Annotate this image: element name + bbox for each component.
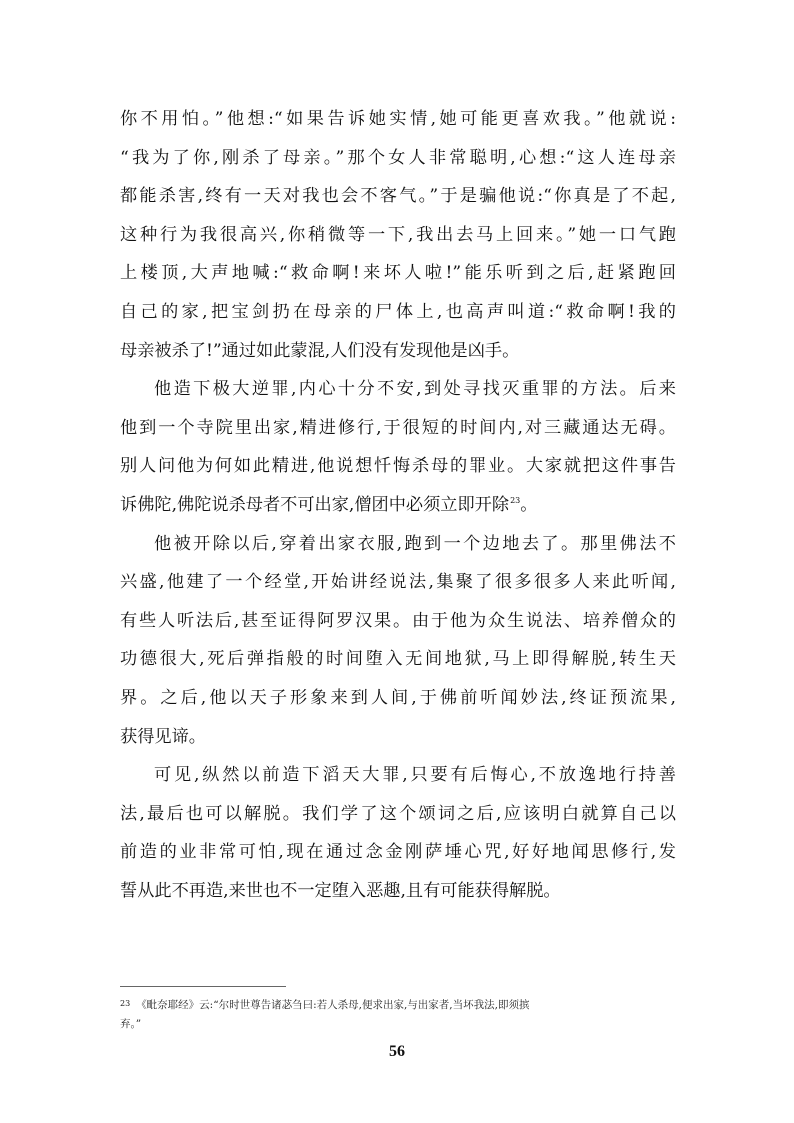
text-line: 界。之后,他以天子形象来到人间,于佛前听闻妙法,终证预流果, [120, 687, 676, 708]
footnote-text: 弃。” [120, 1018, 142, 1030]
text-line: 获得见谛。 [120, 726, 206, 747]
footnote-line [120, 1015, 656, 1034]
text-line: 功德很大,死后弹指般的时间堕入无间地狱,马上即得解脱,转生天 [120, 649, 676, 670]
text-line: 母亲被杀了!”通过如此蒙混,人们没有发现他是凶手。 [120, 340, 520, 361]
footnote-reference[interactable]: 23 [510, 495, 521, 505]
footnote-line [120, 994, 656, 1015]
text-line: 上楼顶,大声地喊:“救命啊!来坏人啦!”能乐听到之后,赶紧跑回 [120, 263, 676, 284]
text-line: 前造的业非常可怕,现在通过念金刚萨埵心咒,好好地闻思修行,发 [120, 842, 676, 863]
text-line: 自己的家,把宝剑扔在母亲的尸体上,也高声叫道:“救命啊!我的 [120, 301, 676, 322]
text-line: 诉佛陀,佛陀说杀母者不可出家,僧团中必须立即开除 [120, 494, 510, 515]
text-line: 别人问他为何如此精进,他说想忏悔杀母的罪业。大家就把这件事告 [120, 456, 676, 477]
footnote-mark: 23 [120, 999, 131, 1008]
text-line: 法,最后也可以解脱。我们学了这个颂词之后,应该明白就算自己以 [120, 803, 676, 824]
text-line: 他到一个寺院里出家,精进修行,于很短的时间内,对三藏通达无碍。 [120, 417, 676, 438]
text-line: “我为了你,刚杀了母亲。”那个女人非常聪明,心想:“这人连母亲 [120, 147, 676, 168]
text-line: 这种行为我很高兴,你稍微等一下,我出去马上回来。”她一口气跑 [120, 224, 676, 245]
text-line: 兴盛,他建了一个经堂,开始讲经说法,集聚了很多很多人来此听闻, [120, 572, 676, 593]
text-line: 他造下极大逆罪,内心十分不安,到处寻找灭重罪的方法。后来 [154, 379, 676, 400]
footnote-divider [120, 986, 286, 987]
text-line-end: 。 [520, 494, 538, 515]
text-line: 都能杀害,终有一天对我也会不客气。”于是骗他说:“你真是了不起, [120, 186, 676, 207]
text-line: 有些人听法后,甚至证得阿罗汉果。由于他为众生说法、培养僧众的 [120, 610, 676, 631]
text-line: 可见,纵然以前造下滔天大罪,只要有后悔心,不放逸地行持善 [154, 765, 676, 786]
text-line: 誓从此不再造,来世也不一定堕入恶趣,且有可能获得解脱。 [120, 880, 561, 901]
text-line-with-footnote [120, 486, 676, 525]
footnote [120, 994, 656, 1034]
text-line: 他被开除以后,穿着出家衣服,跑到一个边地去了。那里佛法不 [154, 533, 676, 554]
page-number: 56 [389, 1043, 405, 1060]
footnote-text: 《毗奈耶经》云:“尔时世尊告诸苾刍曰:若人杀母,便求出家,与出家者,当坏我法,即须摈 [136, 999, 530, 1011]
body-text [120, 100, 676, 910]
text-line: 你不用怕。”他想:“如果告诉她实情,她可能更喜欢我。”他就说: [120, 109, 676, 129]
